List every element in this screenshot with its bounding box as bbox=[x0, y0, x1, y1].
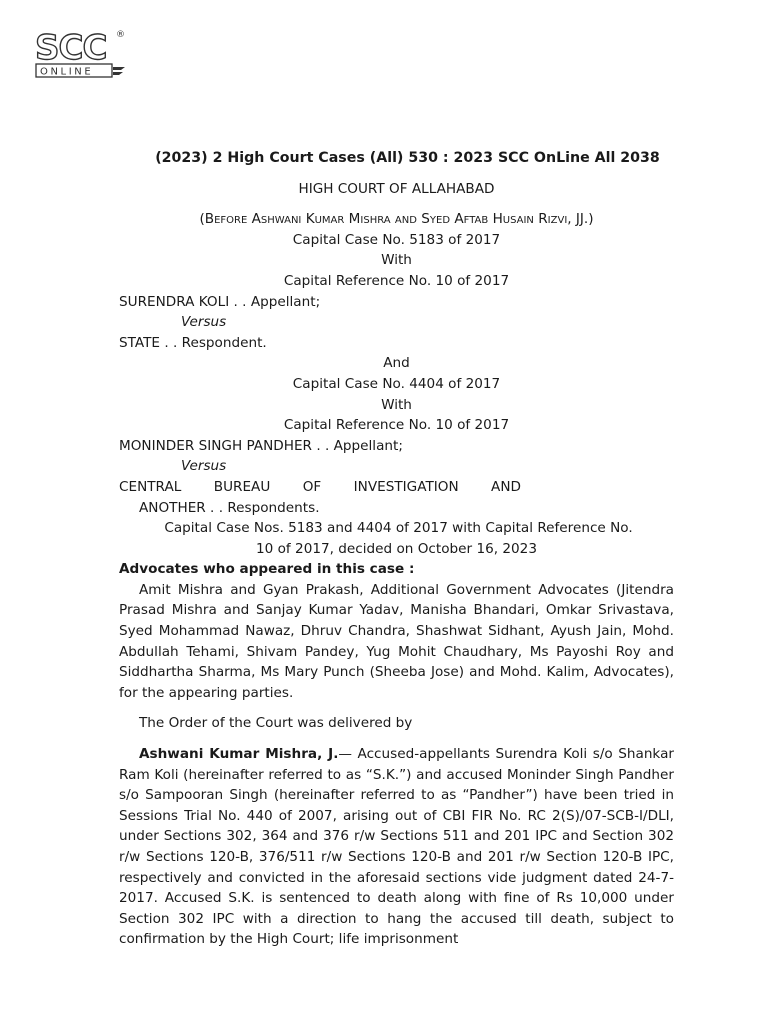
decided-line2: 10 of 2017, decided on October 16, 2023 bbox=[256, 540, 537, 557]
decided-line1: Capital Case Nos. 5183 and 4404 of 2017 with Capital Reference No. bbox=[164, 520, 633, 537]
case2-reference: Capital Reference No. 10 of 2017 bbox=[283, 417, 510, 434]
case2-appellant: MONINDER SINGH PANDHER . . Appellant; bbox=[119, 437, 403, 454]
case2-number: Capital Case No. 4404 of 2017 bbox=[292, 375, 501, 392]
case1-versus: Versus bbox=[181, 314, 227, 331]
case1-reference: Capital Reference No. 10 of 2017 bbox=[283, 272, 510, 289]
case1-respondent: STATE . . Respondent. bbox=[119, 334, 267, 351]
case2-respondent-line1: CENTRAL BUREAU OF INVESTIGATION AND bbox=[119, 478, 521, 495]
judgment-document bbox=[119, 148, 674, 950]
court-name: HIGH COURT OF ALLAHABAD bbox=[298, 180, 495, 197]
judgment-dash: — bbox=[338, 746, 352, 763]
logo-registered-mark: ® bbox=[116, 30, 125, 40]
case2-respondent-line2: ANOTHER . . Respondents. bbox=[139, 499, 320, 516]
case2-versus: Versus bbox=[181, 458, 227, 475]
logo-speed-lines-icon bbox=[113, 67, 125, 75]
scc-online-logo-graphic bbox=[33, 27, 129, 79]
bench: (Before Ashwani Kumar Mishra and Syed Aftab Husain Rizvi, JJ.) bbox=[199, 211, 594, 228]
case1-with: With bbox=[381, 252, 412, 269]
judgment-author: Ashwani Kumar Mishra, J. bbox=[139, 746, 339, 763]
order-intro: The Order of the Court was delivered by bbox=[139, 715, 413, 732]
logo-online-text: ONLINE bbox=[40, 66, 94, 78]
advocates-text: Amit Mishra and Gyan Prakash, Additional Government Advocates (Jitendra Prasad Mishra and Sanjay Kumar Yadav, Manisha Bhandari, Omkar Srivastava, Syed Mohammad Nawaz, Dhruv Chandra, Shashwat Sidhant, Ayush Jain, Mohd. Abdullah Tehami, Shivam Pandey, Yug Mohit Chaudhary, Ms Payoshi Roy and Siddhartha Sharma, Ms Mary Punch (Sheeba Jose) and Mohd. Kalim, Advocates), for the appearing parties. bbox=[119, 581, 674, 701]
scc-online-logo bbox=[33, 27, 129, 79]
and-separator: And bbox=[383, 355, 410, 372]
case2-with: With bbox=[381, 396, 412, 413]
case-citation: (2023) 2 High Court Cases (All) 530 : 2023 SCC OnLine All 2038 bbox=[155, 150, 660, 166]
logo-brand-text: SCC bbox=[35, 28, 107, 68]
judgment-text: Accused-appellants Surendra Koli s/o Shankar Ram Koli (hereinafter referred to as “S.K.”) and accused Moninder Singh Pandher s/o Sampooran Singh (hereinafter referred to as “Pandher”) have been tried in Sessions Trial No. 440 of 2007, arising out of CBI FIR No. RC 2(S)/07-SCB-I/DLI, under Sections 302, 364 and 376 r/w Sections 511 and 201 IPC and Section 302 r/w Sections 120-B, 376/511 r/w Sections 120-B and 201 r/w Section 120-B IPC, respectively and convicted in the aforesaid sections vide judgment dated 24-7-2017. Accused S.K. is sentenced to death along with fine of Rs 10,000 under Section 302 IPC with a direction to hang the accused till death, subject to confirmation by the High Court; life imprisonment bbox=[119, 746, 674, 948]
judgment-paragraph bbox=[119, 744, 674, 950]
case1-appellant: SURENDRA KOLI . . Appellant; bbox=[119, 293, 321, 310]
advocates-heading: Advocates who appeared in this case : bbox=[119, 561, 415, 578]
case1-number: Capital Case No. 5183 of 2017 bbox=[292, 231, 501, 248]
